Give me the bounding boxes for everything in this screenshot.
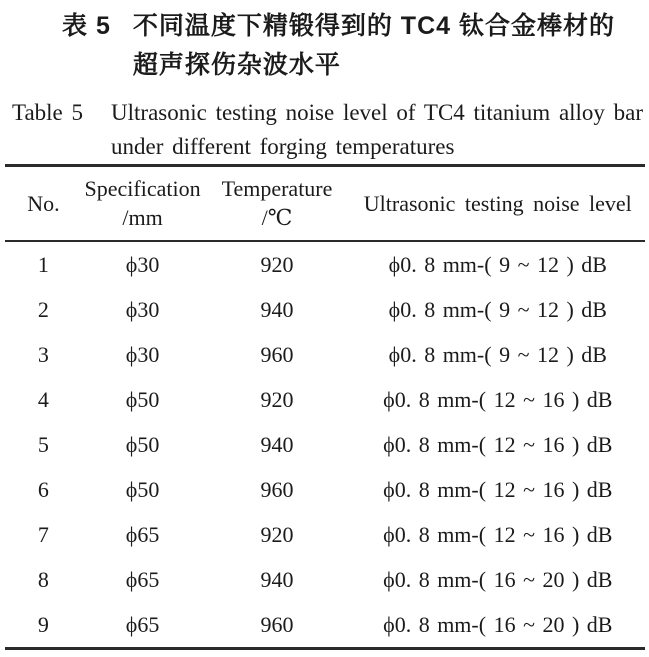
cell-noise-level: ϕ0. 8 mm-( 12 ~ 16 ) dB	[383, 476, 613, 502]
cell-specification: ϕ65	[125, 566, 160, 592]
cell-no: 1	[37, 251, 49, 277]
cell-temperature: 940	[260, 431, 294, 457]
column-header-temperature-line1: Temperature	[221, 176, 333, 201]
cell-specification: ϕ65	[125, 521, 160, 547]
caption-en-line2: under different forging temperatures	[111, 134, 455, 159]
cell-noise-level: ϕ0. 8 mm-( 12 ~ 16 ) dB	[383, 431, 613, 457]
cell-noise-level: ϕ0. 8 mm-( 9 ~ 12 ) dB	[388, 251, 607, 277]
column-header-specification-unit: /mm	[122, 205, 163, 230]
table-row	[5, 332, 645, 377]
caption-cn-label: 表 5	[62, 12, 111, 40]
cell-temperature: 920	[260, 251, 294, 277]
cell-temperature: 960	[260, 611, 294, 637]
column-header-specification-line1: Specification	[84, 176, 201, 201]
table-row	[5, 377, 645, 422]
table-row	[5, 241, 645, 287]
column-header-no-label: No.	[27, 190, 60, 216]
cell-noise-level: ϕ0. 8 mm-( 16 ~ 20 ) dB	[383, 566, 613, 592]
column-header-noise-level	[351, 166, 645, 242]
header-row	[5, 166, 645, 242]
cell-no: 7	[37, 521, 49, 547]
cell-no: 5	[37, 431, 49, 457]
cell-temperature: 960	[260, 341, 294, 367]
cell-specification: ϕ50	[125, 386, 160, 412]
cell-temperature: 940	[260, 566, 294, 592]
caption-en-line1: Ultrasonic testing noise level of TC4 titanium alloy bar	[111, 100, 644, 125]
cell-specification: ϕ50	[125, 431, 160, 457]
cell-specification: ϕ30	[125, 251, 160, 277]
table-row	[5, 557, 645, 602]
cell-noise-level: ϕ0. 8 mm-( 12 ~ 16 ) dB	[383, 521, 613, 547]
column-header-temperature-unit: /℃	[261, 205, 293, 230]
table-row	[5, 422, 645, 467]
table-caption-chinese	[62, 7, 649, 85]
cell-no: 3	[37, 341, 49, 367]
table-row	[5, 602, 645, 649]
cell-noise-level: ϕ0. 8 mm-( 9 ~ 12 ) dB	[388, 296, 607, 322]
table-header	[5, 166, 645, 242]
cell-no: 4	[37, 386, 49, 412]
cell-temperature: 940	[260, 296, 294, 322]
caption-cn-line2: 超声探伤杂波水平	[132, 51, 341, 79]
column-header-specification	[82, 166, 204, 242]
cell-noise-level: ϕ0. 8 mm-( 12 ~ 16 ) dB	[383, 386, 613, 412]
cell-temperature: 960	[260, 476, 294, 502]
caption-en-text	[111, 96, 643, 164]
cell-specification: ϕ30	[125, 296, 160, 322]
column-header-noise-level-label: Ultrasonic testing noise level	[363, 190, 632, 216]
column-header-no	[5, 166, 82, 242]
table-row	[5, 467, 645, 512]
cell-specification: ϕ50	[125, 476, 160, 502]
table-row	[5, 287, 645, 332]
data-table-container	[5, 164, 645, 650]
cell-specification: ϕ65	[125, 611, 160, 637]
column-header-temperature	[203, 166, 350, 242]
caption-cn-line1: 不同温度下精锻得到的 TC4 钛合金棒材的	[132, 12, 615, 40]
ultrasonic-noise-table	[5, 164, 645, 650]
cell-no: 9	[37, 611, 49, 637]
table-caption-english	[12, 96, 649, 164]
cell-no: 2	[37, 296, 49, 322]
table-body	[5, 241, 645, 649]
caption-en-label: Table 5	[12, 100, 84, 125]
cell-specification: ϕ30	[125, 341, 160, 367]
cell-noise-level: ϕ0. 8 mm-( 16 ~ 20 ) dB	[383, 611, 613, 637]
cell-noise-level: ϕ0. 8 mm-( 9 ~ 12 ) dB	[388, 341, 607, 367]
caption-cn-text	[133, 7, 615, 85]
cell-temperature: 920	[260, 521, 294, 547]
cell-temperature: 920	[260, 386, 294, 412]
cell-no: 8	[37, 566, 49, 592]
table-row	[5, 512, 645, 557]
cell-no: 6	[37, 476, 49, 502]
